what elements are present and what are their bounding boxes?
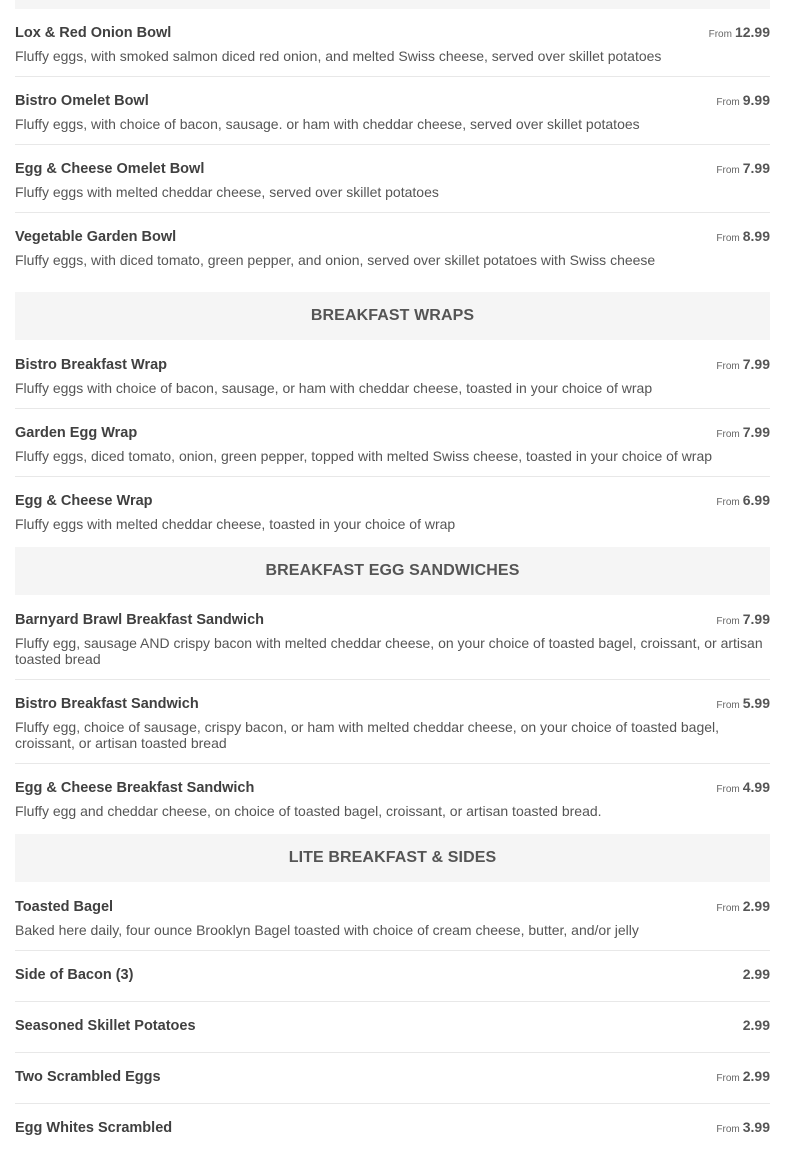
menu-item-two-scrambled-eggs[interactable] bbox=[15, 1053, 770, 1104]
from-label: From bbox=[716, 784, 740, 795]
menu-page bbox=[15, 0, 770, 1154]
item-description: Fluffy eggs, with choice of bacon, sausage. or ham with cheddar cheese, served over skillet potatoes bbox=[15, 116, 640, 132]
item-name: Lox & Red Onion Bowl bbox=[15, 25, 172, 41]
menu-item-row bbox=[15, 1119, 770, 1137]
item-price: 2.99 bbox=[742, 1017, 770, 1033]
menu-item-lox-and-red-onion-bowl[interactable] bbox=[15, 9, 770, 77]
menu-list bbox=[15, 9, 770, 1154]
from-label: From bbox=[716, 616, 740, 627]
item-name: Garden Egg Wrap bbox=[15, 425, 138, 441]
item-name: Egg & Cheese Omelet Bowl bbox=[15, 161, 205, 177]
item-price-group bbox=[716, 695, 770, 713]
item-description: Fluffy eggs with choice of bacon, sausage, or ham with cheddar cheese, toasted in your choice of wrap bbox=[15, 380, 653, 396]
item-name: Barnyard Brawl Breakfast Sandwich bbox=[15, 612, 265, 628]
section-header-lite-breakfast-and-sides: LITE BREAKFAST & SIDES bbox=[15, 834, 770, 882]
from-label: From bbox=[716, 1124, 740, 1135]
item-price-group bbox=[716, 228, 770, 246]
item-price: 3.99 bbox=[742, 1119, 770, 1135]
item-price: 2.99 bbox=[742, 898, 770, 914]
menu-item-row bbox=[15, 24, 770, 42]
item-name: Seasoned Skillet Potatoes bbox=[15, 1018, 196, 1034]
from-label: From bbox=[716, 165, 740, 176]
item-description: Fluffy eggs, with diced tomato, green pepper, and onion, served over skillet potatoes with Swiss cheese bbox=[15, 252, 656, 268]
menu-item-vegetable-garden-bowl[interactable] bbox=[15, 213, 770, 284]
menu-item-row bbox=[15, 898, 770, 916]
from-label: From bbox=[716, 903, 740, 914]
item-description: Fluffy eggs with melted cheddar cheese, served over skillet potatoes bbox=[15, 184, 439, 200]
section-header-top bbox=[15, 0, 770, 9]
item-price-group bbox=[716, 1068, 770, 1086]
item-price-group bbox=[716, 611, 770, 629]
from-label: From bbox=[716, 361, 740, 372]
item-description: Fluffy eggs, with smoked salmon diced red onion, and melted Swiss cheese, served over skillet potatoes bbox=[15, 48, 662, 64]
menu-item-row bbox=[15, 695, 770, 713]
item-price: 2.99 bbox=[742, 966, 770, 982]
item-name: Vegetable Garden Bowl bbox=[15, 229, 177, 245]
menu-item-barnyard-brawl-breakfast-sandwich[interactable] bbox=[15, 595, 770, 680]
item-price-group bbox=[716, 779, 770, 797]
item-price-group bbox=[716, 356, 770, 374]
section-header-breakfast-wraps: BREAKFAST WRAPS bbox=[15, 292, 770, 340]
menu-item-row bbox=[15, 1017, 770, 1035]
item-price-group bbox=[743, 966, 770, 984]
item-price: 4.99 bbox=[742, 779, 770, 795]
item-price: 2.99 bbox=[742, 1068, 770, 1084]
menu-item-seasoned-skillet-potatoes[interactable] bbox=[15, 1002, 770, 1053]
menu-item-egg-and-cheese-omelet-bowl[interactable] bbox=[15, 145, 770, 213]
item-price-group bbox=[716, 92, 770, 110]
item-description: Fluffy egg and cheddar cheese, on choice of toasted bagel, croissant, or artisan toasted bread. bbox=[15, 803, 602, 819]
item-name: Bistro Breakfast Wrap bbox=[15, 357, 168, 373]
item-description: Fluffy egg, choice of sausage, crispy bacon, or ham with melted cheddar cheese, on your choice of toasted bagel, croissant, or artisan toasted bread bbox=[15, 719, 720, 751]
from-label: From bbox=[716, 233, 740, 244]
menu-item-row bbox=[15, 779, 770, 797]
item-price-group bbox=[716, 424, 770, 442]
menu-item-toasted-bagel[interactable] bbox=[15, 882, 770, 951]
menu-item-bistro-omelet-bowl[interactable] bbox=[15, 77, 770, 145]
menu-item-row bbox=[15, 160, 770, 178]
item-description: Fluffy egg, sausage AND crispy bacon with melted cheddar cheese, on your choice of toasted bagel, croissant, or artisan toasted bread bbox=[15, 635, 763, 667]
item-name: Two Scrambled Eggs bbox=[15, 1069, 161, 1085]
menu-item-garden-egg-wrap[interactable] bbox=[15, 409, 770, 477]
item-price: 8.99 bbox=[742, 228, 770, 244]
item-name: Toasted Bagel bbox=[15, 899, 114, 915]
menu-item-row bbox=[15, 611, 770, 629]
item-name: Egg Whites Scrambled bbox=[15, 1120, 173, 1136]
menu-item-side-of-bacon-3[interactable] bbox=[15, 951, 770, 1002]
item-price-group bbox=[709, 24, 770, 42]
item-price: 12.99 bbox=[734, 24, 770, 40]
from-label: From bbox=[716, 497, 740, 508]
item-price: 7.99 bbox=[742, 160, 770, 176]
menu-item-row bbox=[15, 492, 770, 510]
item-description: Fluffy eggs with melted cheddar cheese, toasted in your choice of wrap bbox=[15, 516, 456, 532]
item-price: 9.99 bbox=[742, 92, 770, 108]
menu-item-bistro-breakfast-wrap[interactable] bbox=[15, 340, 770, 409]
item-price: 5.99 bbox=[742, 695, 770, 711]
from-label: From bbox=[716, 97, 740, 108]
menu-item-row bbox=[15, 356, 770, 374]
item-price-group bbox=[716, 1119, 770, 1137]
item-price-group bbox=[743, 1017, 770, 1035]
item-name: Side of Bacon (3) bbox=[15, 967, 134, 983]
menu-item-row bbox=[15, 424, 770, 442]
menu-item-bistro-breakfast-sandwich[interactable] bbox=[15, 680, 770, 764]
item-name: Egg & Cheese Wrap bbox=[15, 493, 153, 509]
section-header-breakfast-egg-sandwiches: BREAKFAST EGG SANDWICHES bbox=[15, 547, 770, 595]
from-label: From bbox=[716, 1073, 740, 1084]
menu-item-egg-and-cheese-breakfast-sandwich[interactable] bbox=[15, 764, 770, 834]
menu-item-row bbox=[15, 228, 770, 246]
menu-item-egg-and-cheese-wrap[interactable] bbox=[15, 477, 770, 547]
item-price: 7.99 bbox=[742, 611, 770, 627]
item-name: Egg & Cheese Breakfast Sandwich bbox=[15, 780, 255, 796]
item-price-group bbox=[716, 898, 770, 916]
menu-item-row bbox=[15, 92, 770, 110]
item-description: Baked here daily, four ounce Brooklyn Bagel toasted with choice of cream cheese, butter, and/or jelly bbox=[15, 922, 639, 938]
item-price: 7.99 bbox=[742, 424, 770, 440]
from-label: From bbox=[708, 29, 732, 40]
item-price-group bbox=[716, 160, 770, 178]
item-price: 6.99 bbox=[742, 492, 770, 508]
item-description: Fluffy eggs, diced tomato, onion, green pepper, topped with melted Swiss cheese, toasted in your choice of wrap bbox=[15, 448, 713, 464]
item-name: Bistro Omelet Bowl bbox=[15, 93, 149, 109]
item-price: 7.99 bbox=[742, 356, 770, 372]
item-price-group bbox=[716, 492, 770, 510]
from-label: From bbox=[716, 700, 740, 711]
from-label: From bbox=[716, 429, 740, 440]
menu-item-row bbox=[15, 1068, 770, 1086]
menu-item-egg-whites-scrambled[interactable] bbox=[15, 1104, 770, 1154]
menu-item-row bbox=[15, 966, 770, 984]
item-name: Bistro Breakfast Sandwich bbox=[15, 696, 199, 712]
